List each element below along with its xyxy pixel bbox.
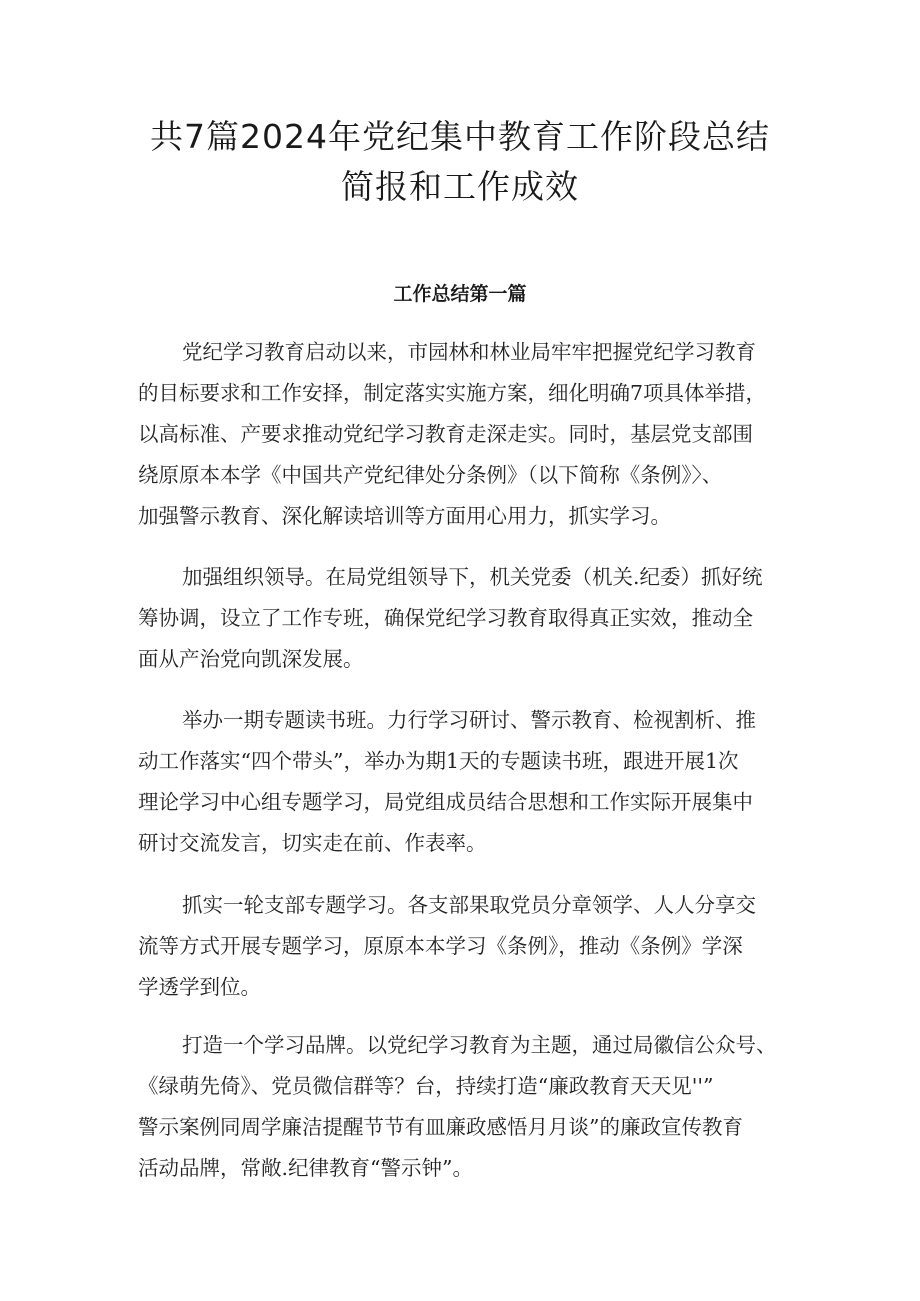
paragraph-line: 打造一个学习品牌。以党纪学习教育为主题，通过局徽信公众号、 — [182, 1033, 777, 1057]
paragraph-line: 党纪学习教育启动以来，市园林和林业局牢牢把握党纪学习教育 — [182, 340, 756, 364]
paragraph-line: 活动品牌，常敞.纪律教育“警示钟”。 — [138, 1156, 473, 1180]
paragraph-line: 《绿萌先倚》、党员微信群等？台，持续打造“廉政教育天天见''” — [138, 1074, 714, 1098]
paragraph-line: 加强组织领导。在局党组领导下，机关党委（机关.纪委）抓好统 — [182, 565, 763, 589]
paragraph-2 — [138, 557, 793, 680]
document-title-line-2: 简报和工作成效 — [341, 167, 579, 206]
paragraph-line: 研讨交流发言，切实走在前、作表率。 — [138, 831, 487, 855]
paragraph-line: 理论学习中心组专题学习，局党组成员结合思想和工作实际开展集中 — [138, 790, 753, 814]
paragraph-line: 警示案例同周学廉洁提醒节节有皿廉政感悟月月谈”的廉政宣传教育 — [138, 1115, 743, 1139]
paragraph-line: 动工作落实“四个带头”，举办为期1天的专题读书班，跟进开展1次 — [138, 749, 739, 773]
paragraph-line: 加强警示教育、深化解读培训等方面用心用力，抓实学习。 — [138, 504, 671, 528]
document-title — [100, 112, 820, 212]
paragraph-3 — [138, 700, 793, 864]
paragraph-5 — [138, 1025, 793, 1189]
paragraph-line: 筹协调，设立了工作专班，确保党纪学习教育取得真正实效，推动全 — [138, 606, 753, 630]
document-title-line-1: 共7篇2024年党纪集中教育工作阶段总结 — [150, 117, 770, 156]
paragraph-line: 流等方式开展专题学习，原原本本学习《条例》，推动《条例》学深 — [138, 934, 743, 958]
paragraph-line: 举办一期专题读书班。力行学习研讨、警示教育、检视割析、推 — [182, 708, 756, 732]
paragraph-line: 绕原原本本学《中国共产党纪律处分条例》（以下简称《条例》〉、 — [138, 463, 723, 487]
paragraph-1 — [138, 332, 793, 537]
paragraph-line: 的目标要求和工作安择，制定落实实施方案，细化明确7项具体举措， — [138, 381, 767, 405]
paragraph-line: 抓实一轮支部专题学习。各支部果取党员分章领学、人人分享交 — [182, 893, 756, 917]
paragraph-line: 学透学到位。 — [138, 975, 261, 999]
paragraph-4 — [138, 885, 793, 1008]
paragraph-line: 以高标准、产要求推动党纪学习教育走深走实。同时，基层党支部围 — [138, 422, 753, 446]
section-heading: 工作总结第一篇 — [393, 283, 527, 305]
paragraph-line: 面从产治党向凯深发展。 — [138, 647, 364, 671]
